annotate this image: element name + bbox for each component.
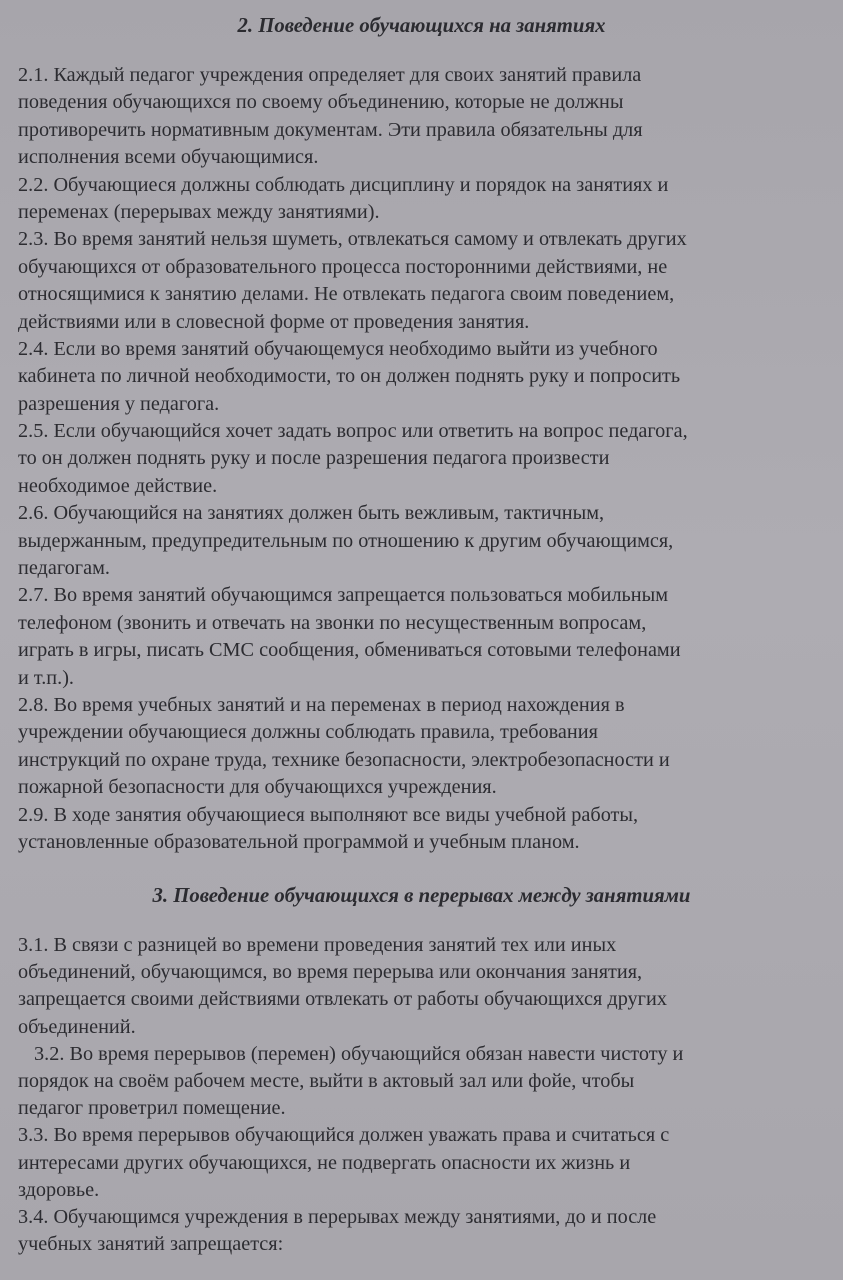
text-line: 3.1. В связи с разницей во времени проведения занятий тех или иных [18, 934, 617, 956]
text-line: учреждении обучающиеся должны соблюдать правила, требования [18, 721, 598, 744]
text-line: объединений, обучающимся, во время перерыва или окончания занятия, [18, 961, 643, 984]
text-line: порядок на своём рабочем месте, выйти в актовый зал или фойе, чтобы [18, 1069, 635, 1092]
section-3-heading: 3. Поведение обучающихся в перерывах между занятиями [152, 885, 691, 907]
text-line: 2.7. Во время занятий обучающимся запрещается пользоваться мобильным [18, 584, 669, 607]
text-line: 2.6. Обучающийся на занятиях должен быть вежливым, тактичным, [18, 502, 605, 525]
text-line: 2.9. В ходе занятия обучающиеся выполняют все виды учебной работы, [18, 803, 639, 826]
text-line: 3.2. Во время перерывов (перемен) обучающийся обязан навести чистоту и [34, 1042, 684, 1065]
text-line: действиями или в словесной форме от проведения занятия. [18, 310, 530, 333]
text-line: 2.5. Если обучающийся хочет задать вопрос или ответить на вопрос педагога, [18, 420, 688, 443]
section-3-body [0, 932, 843, 1258]
text-line: противоречить нормативным документам. Эти правила обязательны для [18, 118, 643, 141]
text-line: педагогам. [18, 557, 110, 580]
text-line: то он должен поднять руку и после разрешения педагога произвести [18, 447, 610, 470]
text-line: учебных занятий запрещается: [18, 1233, 284, 1256]
text-line: 2.2. Обучающиеся должны соблюдать дисциплину и порядок на занятиях и [18, 173, 669, 196]
text-line: разрешения у педагога. [18, 392, 220, 415]
text-line: исполнения всеми обучающимися. [18, 146, 319, 169]
text-line: 2.1. Каждый педагог учреждения определяет для своих занятий правила [18, 64, 642, 86]
text-line: установленные образовательной программой и учебным планом. [18, 830, 580, 853]
text-line: объединений. [18, 1015, 136, 1038]
section-2-heading: 2. Поведение обучающихся на занятиях [237, 15, 606, 37]
text-line: играть в игры, писать СМС сообщения, обмениваться сотовыми телефонами [18, 639, 681, 662]
text-line: необходимое действие. [18, 474, 218, 497]
text-line: и т.п.). [18, 666, 74, 689]
text-line: телефоном (звонить и отвечать на звонки по несущественным вопросам, [18, 611, 647, 634]
text-line: относящимися к занятию делами. Не отвлекать педагога своим поведением, [18, 283, 675, 306]
text-line: инструкций по охране труда, технике безопасности, электробезопасности и [18, 748, 670, 771]
text-line: педагог проветрил помещение. [18, 1097, 286, 1120]
text-line: запрещается своими действиями отвлекать от работы обучающихся других [18, 988, 667, 1011]
text-line: 3.4. Обучающимся учреждения в перерывах между занятиями, до и после [18, 1205, 657, 1228]
text-line: кабинета по личной необходимости, то он должен поднять руку и попросить [18, 365, 681, 388]
text-line: обучающихся от образовательного процесса посторонними действиями, не [18, 255, 668, 278]
text-line: 2.3. Во время занятий нельзя шуметь, отвлекаться самому и отвлекать других [18, 228, 687, 251]
text-line: интересами других обучающихся, не подвергать опасности их жизнь и [18, 1151, 631, 1174]
text-line: 2.8. Во время учебных занятий и на переменах в период нахождения в [18, 693, 625, 716]
text-line: поведения обучающихся по своему объединению, которые не должны [18, 91, 624, 114]
text-line: 3.3. Во время перерывов обучающийся должен уважать права и считаться с [18, 1124, 670, 1147]
text-line: здоровье. [18, 1178, 100, 1201]
text-line: выдержанным, предупредительным по отношению к другим обучающимся, [18, 529, 674, 552]
text-line: 2.4. Если во время занятий обучающемуся необходимо выйти из учебного [18, 337, 658, 360]
text-line: пожарной безопасности для обучающихся учреждения. [18, 776, 497, 799]
text-line: переменах (перерывах между занятиями). [18, 200, 380, 223]
section-2-body [0, 62, 843, 856]
